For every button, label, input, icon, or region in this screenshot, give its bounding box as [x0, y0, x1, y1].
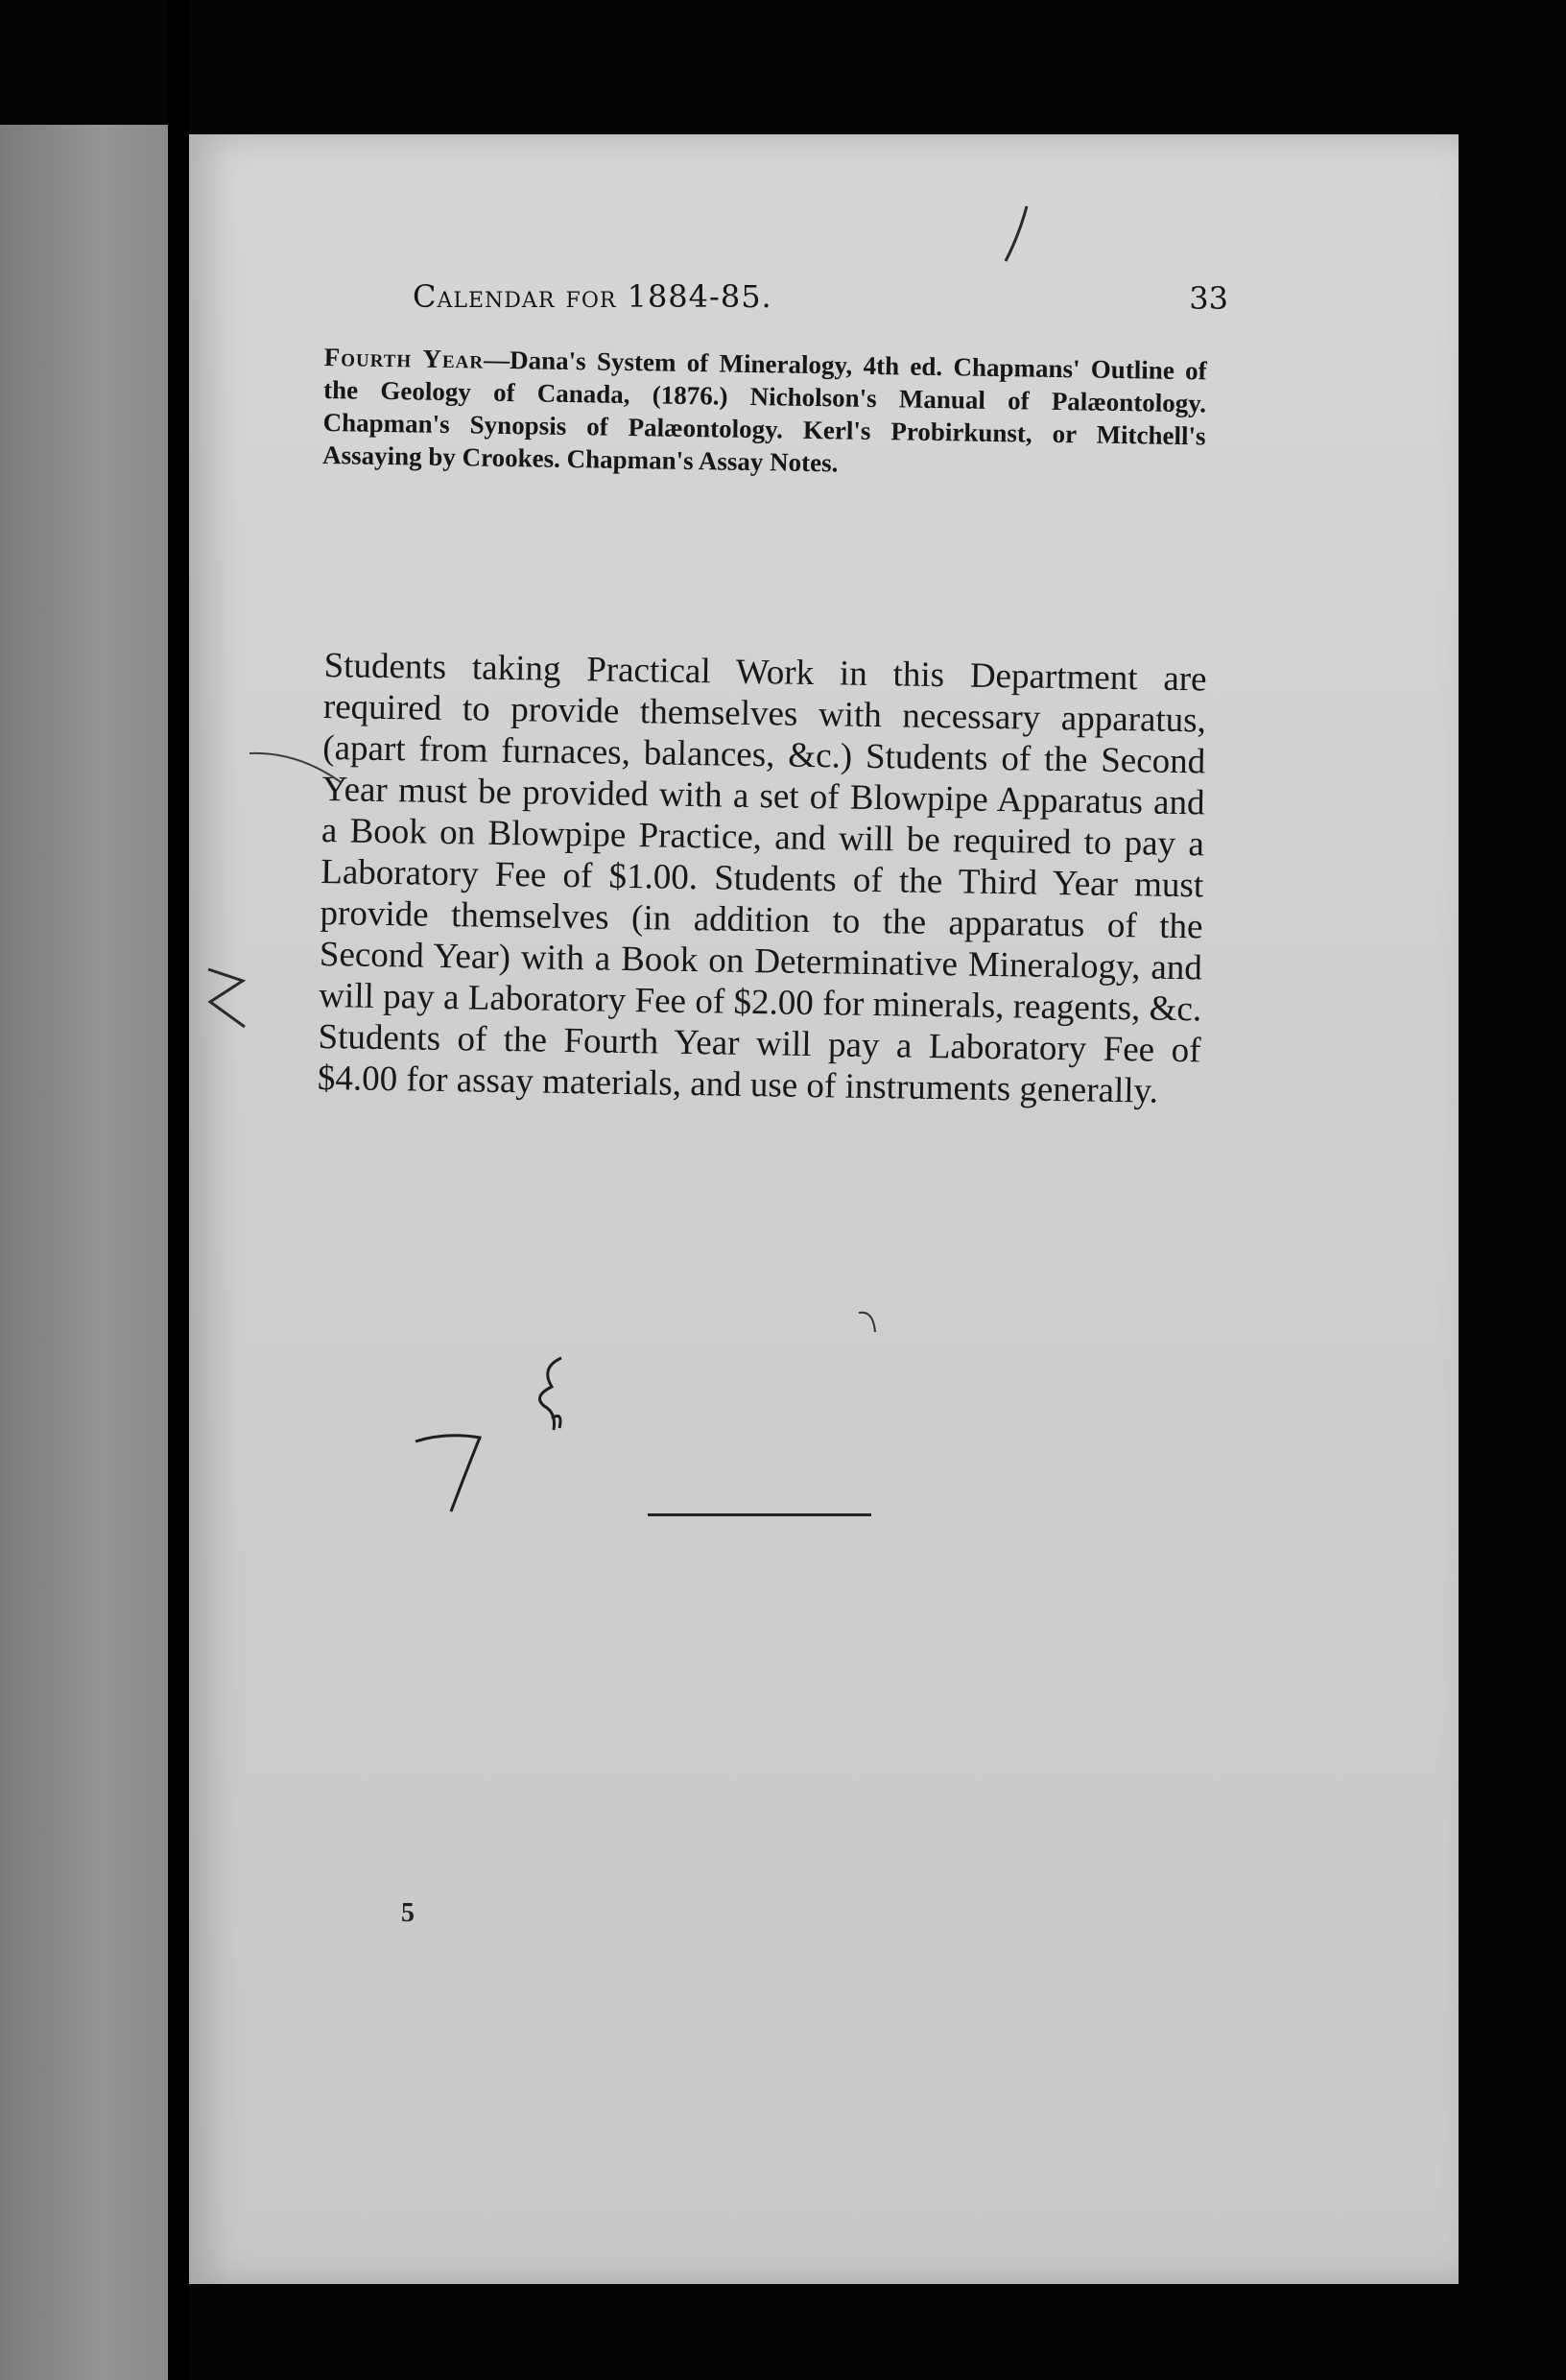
pencil-brace-mark [523, 1353, 581, 1440]
book-spine-shadow [168, 0, 189, 2380]
fourth-year-text: —Dana's System of Mineralogy, 4th ed. Chapmans' Outline of the Geology of Canada, (1876.) Nicholson's Manual of Palæontology. Chapman's Synopsis of Palæontology. Kerl's Probirkunst, or Mitchell's Assaying by Crookes. Chapman's Assay Notes. [321, 345, 1207, 478]
fourth-year-booklist [322, 341, 1207, 485]
section-end-rule [648, 1513, 871, 1516]
facing-page-edge [0, 125, 168, 2380]
fourth-year-label: Fourth Year [323, 342, 485, 374]
pencil-numeral-two-mark [197, 960, 254, 1036]
practical-work-paragraph: Students taking Practical Work in this Department are required to provide themselves with necessary apparatus, (apart from furnaces, balances, &c.) Students of the Second Year must be provided with a set of Blowpipe Apparatus and a Book on Blowpipe Practice, and will be required to pay a Laboratory Fee of $1.00. Students of the Third Year must provide themselves (in addition to the apparatus of the Second Year) with a Book on Determinative Mineralogy, and will pay a Laboratory Fee of $2.00 for minerals, reagents, &c. Students of the Fourth Year will pay a Laboratory Fee of $4.00 for assay materials, and use of instruments generally. [317, 645, 1207, 1111]
running-title: Calendar for 1884-85. [413, 278, 772, 315]
page-number: 33 [1189, 280, 1228, 317]
pencil-bracket-line [245, 744, 350, 792]
running-head [413, 278, 1228, 317]
signature-number: 5 [401, 1898, 415, 1928]
pencil-tick-mark [854, 1305, 892, 1344]
pencil-numeral-seven-mark [408, 1420, 494, 1516]
pencil-slash-mark [998, 202, 1036, 269]
